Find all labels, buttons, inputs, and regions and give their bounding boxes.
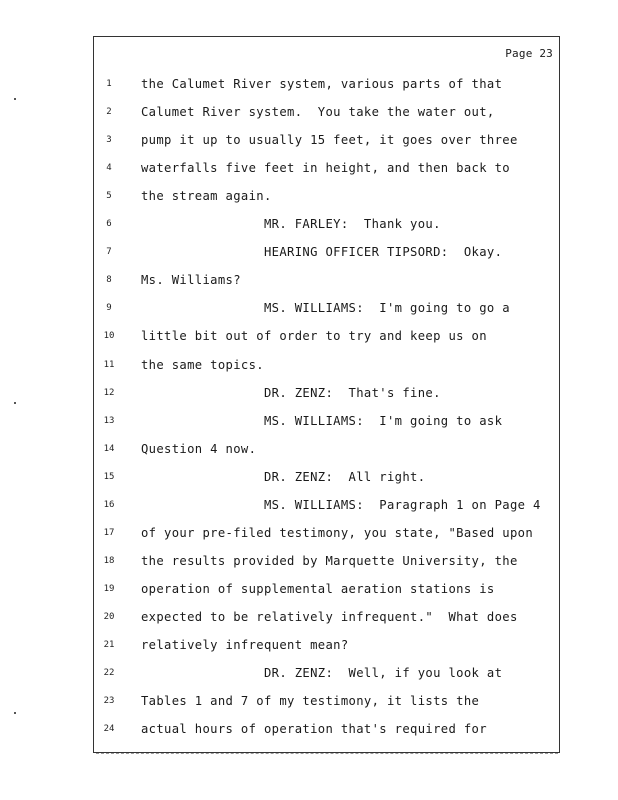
margin-mark	[14, 712, 16, 714]
margin-mark	[14, 98, 16, 100]
transcript-line: operation of supplemental aeration stations is	[141, 581, 495, 596]
margin-mark	[14, 402, 16, 404]
line-number: 17	[103, 527, 115, 538]
transcript-line: Ms. Williams?	[141, 273, 241, 288]
transcript-line: DR. ZENZ: Well, if you look at	[141, 666, 503, 681]
line-number: 11	[103, 359, 115, 370]
line-number: 13	[103, 415, 115, 426]
line-number: 19	[103, 583, 115, 594]
transcript-line: expected to be relatively infrequent." What does	[141, 609, 518, 624]
transcript-line: the same topics.	[141, 357, 264, 372]
transcript-line: little bit out of order to try and keep us on	[141, 329, 487, 344]
line-number: 10	[103, 331, 115, 342]
transcript-line: Calumet River system. You take the water out,	[141, 105, 495, 120]
line-number: 21	[103, 640, 115, 650]
line-number: 12	[103, 387, 115, 398]
page-number: Page 23	[505, 47, 553, 60]
transcript-line: HEARING OFFICER TIPSORD: Okay.	[141, 245, 503, 260]
line-number: 9	[106, 303, 112, 314]
transcript-line: the Calumet River system, various parts of that	[141, 77, 503, 91]
transcript-line: Tables 1 and 7 of my testimony, it lists the	[141, 694, 480, 709]
line-number: 18	[103, 555, 115, 566]
line-number: 24	[103, 724, 115, 735]
line-number: 15	[103, 471, 115, 482]
transcript-line: of your pre-filed testimony, you state, "Based upon	[141, 525, 534, 540]
line-number: 3	[106, 135, 112, 146]
transcript-line: relatively infrequent mean?	[141, 638, 349, 652]
transcript-line: DR. ZENZ: All right.	[141, 469, 426, 484]
line-number: 7	[106, 247, 112, 258]
line-number: 20	[103, 611, 115, 622]
transcript-line: pump it up to usually 15 feet, it goes over three	[141, 133, 518, 148]
line-number: 14	[103, 443, 115, 454]
transcript-line: Question 4 now.	[141, 441, 257, 456]
transcript-line: MR. FARLEY: Thank you.	[141, 217, 441, 232]
line-number: 6	[106, 219, 112, 230]
transcript-line: MS. WILLIAMS: I'm going to go a	[141, 301, 510, 316]
transcript-line: MS. WILLIAMS: Paragraph 1 on Page 4	[141, 497, 541, 512]
line-number: 4	[106, 163, 112, 174]
transcript-page	[93, 36, 560, 753]
transcript-line: the results provided by Marquette University, the	[141, 553, 518, 568]
transcript-line: the stream again.	[141, 189, 272, 204]
transcript-line: MS. WILLIAMS: I'm going to ask	[141, 413, 503, 428]
scan-edge-noise	[96, 753, 558, 757]
line-number: 1	[106, 79, 112, 89]
line-number: 8	[106, 275, 112, 286]
transcript-line: DR. ZENZ: That's fine.	[141, 385, 441, 400]
transcript-line: waterfalls five feet in height, and then back to	[141, 161, 510, 176]
line-number: 5	[106, 191, 112, 202]
line-number: 23	[103, 696, 115, 707]
line-number: 2	[106, 107, 112, 118]
transcript-line: actual hours of operation that's required for	[141, 722, 487, 737]
line-number: 16	[103, 499, 115, 510]
line-number: 22	[103, 668, 115, 679]
